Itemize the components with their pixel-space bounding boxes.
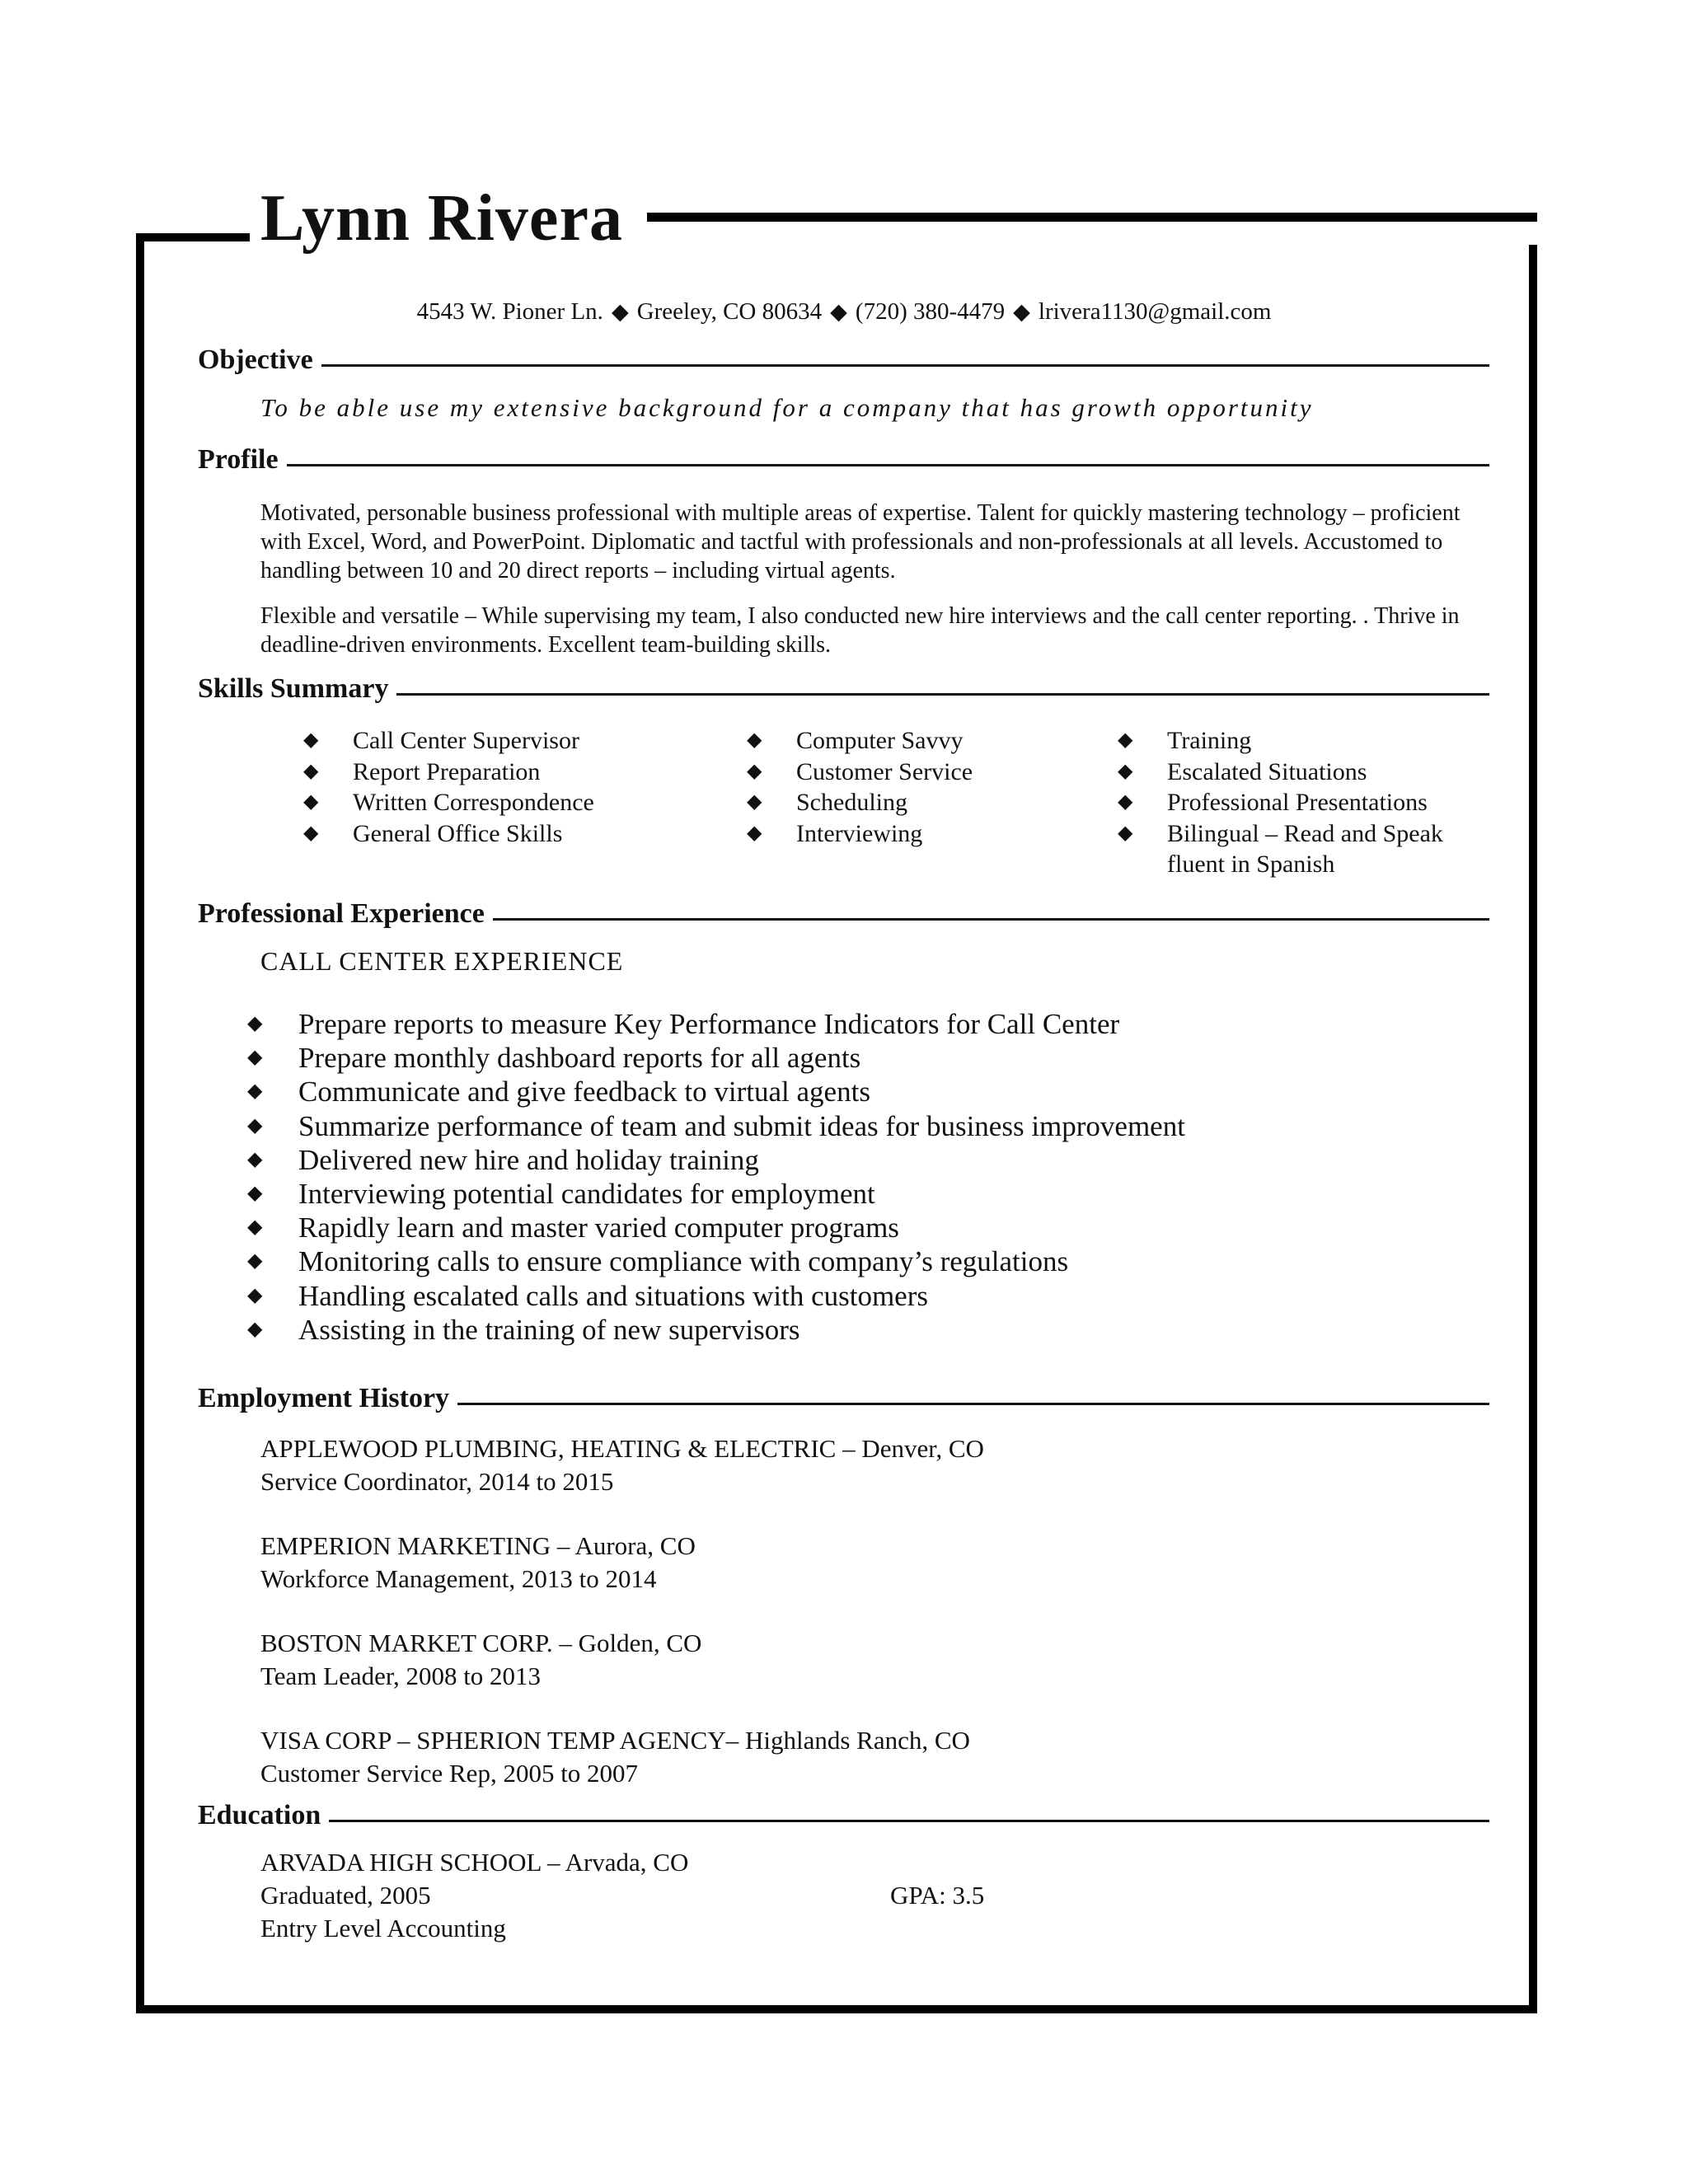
- section-rule: [321, 364, 1489, 367]
- skill-item: ◆ Escalated Situations: [1118, 757, 1472, 788]
- frame-right-rule: [1529, 245, 1537, 2013]
- list-item: ◆ Assisting in the training of new supervisors: [247, 1313, 800, 1346]
- list-item: ◆ Summarize performance of team and submit ideas for business improvement: [247, 1109, 1185, 1142]
- list-item: ◆ Handling escalated calls and situations with customers: [247, 1279, 928, 1312]
- employment-entry: [260, 1627, 701, 1693]
- graduation-year: Graduated, 2005: [260, 1881, 431, 1910]
- skill-item: ◆ Written Correspondence: [303, 787, 594, 818]
- contact-line: [0, 298, 1688, 326]
- section-title: Skills Summary: [198, 673, 389, 704]
- skill-item: ◆ General Office Skills: [303, 818, 594, 850]
- section-rule: [287, 464, 1489, 466]
- list-item: ◆ Prepare monthly dashboard reports for all agents: [247, 1042, 861, 1075]
- experience-list: [247, 1007, 1185, 1347]
- diamond-bullet-icon: ◆: [247, 1183, 263, 1205]
- section-heading-employment: [198, 1383, 1489, 1414]
- skill-item: ◆ Report Preparation: [303, 757, 594, 788]
- skills-column-1: [303, 725, 594, 849]
- section-heading-education: [198, 1800, 1489, 1831]
- section-title: Professional Experience: [198, 898, 485, 929]
- school-name: ARVADA HIGH SCHOOL – Arvada, CO: [260, 1848, 689, 1877]
- diamond-bullet-icon: ◆: [247, 1250, 263, 1272]
- contact-phone: (720) 380-4479: [855, 298, 1006, 325]
- profile-paragraph: Flexible and versatile – While supervising my team, I also conducted new hire interviews and the call center reporting. . Thrive in deadline-driven environments. Excellent team-building skills.: [260, 603, 1460, 658]
- list-item: ◆ Rapidly learn and master varied computer programs: [247, 1212, 899, 1244]
- employment-entry: [260, 1724, 970, 1790]
- section-title: Objective: [198, 344, 313, 375]
- employment-entry: [260, 1530, 696, 1596]
- experience-subheading: CALL CENTER EXPERIENCE: [260, 946, 624, 976]
- skill-item: ◆ Call Center Supervisor: [303, 725, 594, 757]
- diamond-bullet-icon: ◆: [247, 1080, 263, 1103]
- section-rule: [329, 1820, 1489, 1822]
- job-role: Team Leader, 2008 to 2013: [260, 1661, 542, 1690]
- job-role: Customer Service Rep, 2005 to 2007: [260, 1759, 639, 1788]
- list-item: ◆ Prepare reports to measure Key Performance Indicators for Call Center: [247, 1008, 1120, 1040]
- employment-entry: [260, 1432, 984, 1498]
- section-rule: [457, 1403, 1489, 1405]
- education-entry: [260, 1846, 688, 1945]
- frame-top-right-rule: [647, 213, 1537, 222]
- diamond-bullet-icon: ◆: [247, 1013, 263, 1034]
- contact-address: 4543 W. Pioner Ln.: [416, 298, 603, 325]
- skill-item: ◆ Professional Presentations: [1118, 787, 1472, 818]
- job-role: Workforce Management, 2013 to 2014: [260, 1564, 657, 1593]
- diamond-bullet-icon: ◆: [247, 1148, 263, 1170]
- diamond-bullet-icon: ◆: [303, 760, 319, 782]
- diamond-bullet-icon: ◆: [747, 791, 762, 813]
- diamond-bullet-icon: ◆: [1118, 791, 1133, 813]
- skills-column-2: [747, 725, 973, 849]
- section-heading-profile: [198, 444, 1489, 476]
- section-heading-experience: [198, 898, 1489, 930]
- employer-name: VISA CORP – SPHERION TEMP AGENCY– Highlands Ranch, CO: [260, 1726, 970, 1755]
- skill-item: ◆ Customer Service: [747, 757, 973, 788]
- contact-email: lrivera1130@gmail.com: [1038, 298, 1272, 325]
- skill-item: ◆ Scheduling: [747, 787, 973, 818]
- diamond-bullet-icon: ◆: [247, 1284, 263, 1306]
- diamond-bullet-icon: ◆: [747, 760, 762, 782]
- employer-name: BOSTON MARKET CORP. – Golden, CO: [260, 1629, 702, 1657]
- frame-bottom-rule: [136, 2005, 1537, 2013]
- skills-column-3: [1118, 725, 1472, 880]
- skill-item: ◆ Computer Savvy: [747, 725, 973, 757]
- list-item: ◆ Delivered new hire and holiday training: [247, 1143, 759, 1176]
- diamond-bullet-icon: ◆: [747, 729, 762, 751]
- diamond-bullet-icon: ◆: [247, 1047, 263, 1069]
- diamond-icon: ◆: [830, 299, 847, 324]
- diamond-bullet-icon: ◆: [247, 1114, 263, 1137]
- resume-name: Lynn Rivera: [260, 182, 623, 255]
- diamond-bullet-icon: ◆: [303, 791, 319, 813]
- section-heading-skills: [198, 673, 1489, 705]
- diamond-bullet-icon: ◆: [747, 822, 762, 844]
- skill-item: ◆ Bilingual – Read and Speak fluent in Spanish: [1118, 818, 1472, 880]
- coursework: Entry Level Accounting: [260, 1914, 506, 1943]
- frame-top-left-rule: [136, 233, 250, 241]
- list-item: ◆ Interviewing potential candidates for employment: [247, 1178, 875, 1211]
- skill-item: ◆ Interviewing: [747, 818, 973, 850]
- section-rule: [396, 693, 1489, 696]
- section-heading-objective: [198, 344, 1489, 376]
- employer-name: APPLEWOOD PLUMBING, HEATING & ELECTRIC – Denver, CO: [260, 1434, 984, 1463]
- diamond-bullet-icon: ◆: [1118, 729, 1133, 751]
- objective-text: To be able use my extensive background for a company that has growth opportunity: [260, 393, 1314, 422]
- diamond-icon: ◆: [1013, 299, 1030, 324]
- profile-paragraph: Motivated, personable business professional with multiple areas of expertise. Talent for quickly mastering technology – proficient with Excel, Word, and PowerPoint. Diplomatic and tactful with professionals and non-professionals at all levels. Accustomed to handling between 10 and 20 direct reports – including virtual agents.: [260, 500, 1461, 583]
- employer-name: EMPERION MARKETING – Aurora, CO: [260, 1531, 696, 1560]
- diamond-bullet-icon: ◆: [303, 729, 319, 751]
- section-title: Education: [198, 1800, 321, 1830]
- section-rule: [493, 918, 1489, 921]
- section-title: Employment History: [198, 1383, 450, 1413]
- skill-item: ◆ Training: [1118, 725, 1472, 757]
- diamond-bullet-icon: ◆: [247, 1318, 263, 1340]
- job-role: Service Coordinator, 2014 to 2015: [260, 1467, 614, 1496]
- contact-city: Greeley, CO 80634: [636, 298, 823, 325]
- diamond-bullet-icon: ◆: [247, 1216, 263, 1239]
- diamond-bullet-icon: ◆: [303, 822, 319, 844]
- list-item: ◆ Communicate and give feedback to virtual agents: [247, 1076, 870, 1108]
- section-title: Profile: [198, 444, 279, 475]
- diamond-icon: ◆: [611, 299, 629, 324]
- list-item: ◆ Monitoring calls to ensure compliance with company’s regulations: [247, 1245, 1069, 1278]
- diamond-bullet-icon: ◆: [1118, 760, 1133, 782]
- frame-left-rule: [136, 233, 144, 2013]
- gpa: GPA: 3.5: [890, 1881, 985, 1910]
- diamond-bullet-icon: ◆: [1118, 822, 1133, 844]
